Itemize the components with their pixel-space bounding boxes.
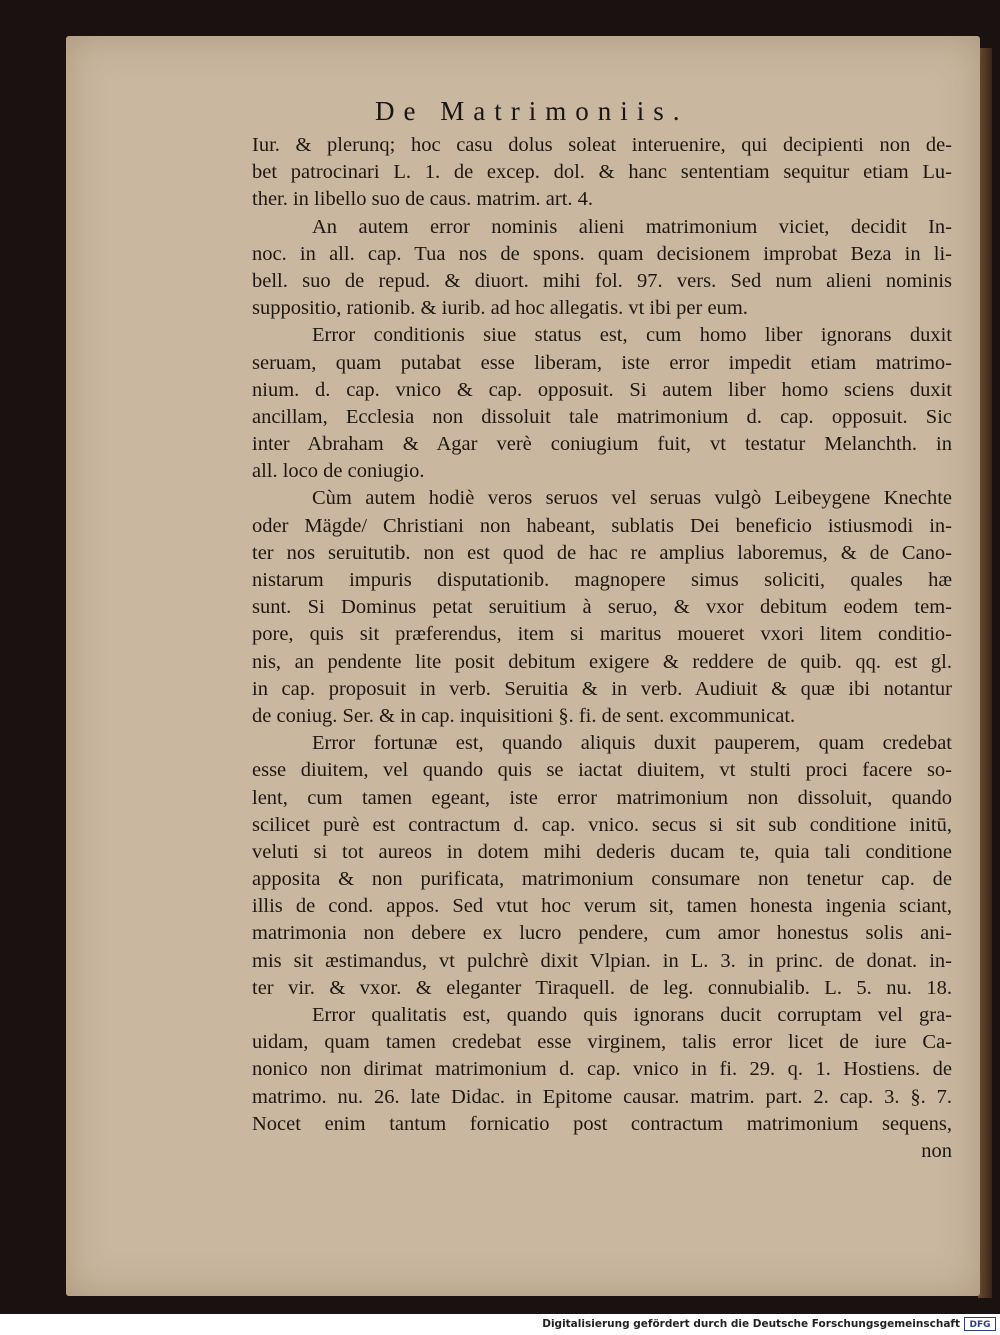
text-line: suppositio, rationib. & iurib. ad hoc allegatis. vt ibi per eum. xyxy=(252,297,748,320)
text-line: esse diuitem, vel quando quis se iactat diuitem, vt stulti proci facere so- xyxy=(252,759,952,782)
text-line: scilicet purè est contractum d. cap. vnico. secus si sit sub conditione initū, xyxy=(252,813,952,836)
page-body xyxy=(252,132,952,1165)
text-line: inter Abraham & Agar verè coniugium fuit, vt testatur Melanchth. in xyxy=(252,433,952,456)
text-line: veluti si tot aureos in dotem mihi dederis ducam te, quia tali conditione xyxy=(252,840,952,863)
text-line: Cùm autem hodiè veros seruos vel seruas vulgò Leibeygene Knechte xyxy=(312,487,952,510)
footer-bar xyxy=(0,1314,1000,1335)
text-line: lent, cum tamen egeant, iste error matrimonium non dissoluit, quando xyxy=(252,786,952,809)
text-line: bet patrocinari L. 1. de excep. dol. & hanc sententiam sequitur etiam Lu- xyxy=(252,161,952,184)
text-line: Error conditionis siue status est, cum homo liber ignorans duxit xyxy=(312,324,952,347)
text-line: nis, an pendente lite posit debitum exigere & reddere de quib. qq. est gl. xyxy=(252,650,952,673)
running-head: De Matrimoniis. xyxy=(375,96,689,126)
text-line: nonico non dirimat matrimonium d. cap. vnico in fi. 29. q. 1. Hostiens. de xyxy=(252,1058,952,1081)
text-line: ter vir. & vxor. & eleganter Tiraquell. de leg. connubialib. L. 5. nu. 18. xyxy=(252,976,952,999)
text-line: ther. in libello suo de caus. matrim. art. 4. xyxy=(252,188,594,211)
text-line: pore, quis sit præferendus, item si maritus moueret vxori litem conditio- xyxy=(252,623,952,646)
text-line: Error qualitatis est, quando quis ignorans ducit corruptam vel gra- xyxy=(312,1004,952,1026)
text-line: ancillam, Ecclesia non dissoluit tale matrimonium d. cap. opposuit. Sic xyxy=(252,405,952,428)
text-line: illis de cond. appos. Sed vtut hoc verum sit, tamen honesta ingenia sciant, xyxy=(252,895,952,918)
text-line: mis sit æstimandus, vt pulchrè dixit Vlpian. in L. 3. in princ. de donat. in- xyxy=(252,949,952,972)
text-line: An autem error nominis alieni matrimonium viciet, decidit In- xyxy=(312,215,952,238)
text-line: nium. d. cap. vnico & cap. opposuit. Si autem liber homo sciens duxit xyxy=(252,378,952,401)
text-line: noc. in all. cap. Tua nos de spons. quam decisionem improbat Beza in li- xyxy=(252,242,952,265)
text-line: in cap. proposuit in verb. Seruitia & in verb. Audiuit & quæ ibi notantur xyxy=(252,677,952,700)
dfg-logo[interactable]: DFG xyxy=(964,1317,996,1331)
text-line: matrimonia non debere ex lucro pendere, cum amor honestus solis ani- xyxy=(252,922,952,945)
catchword: non xyxy=(921,1139,952,1162)
funding-credit: Digitalisierung gefördert durch die Deutsche Forschungsgemeinschaft xyxy=(542,1318,960,1330)
text-line: oder Mägde/ Christiani non habeant, sublatis Dei beneficio istiusmodi in- xyxy=(252,514,952,537)
text-line: all. loco de coniugio. xyxy=(252,460,425,483)
text-line: nistarum impuris disputationib. magnopere simus soliciti, quales hæ xyxy=(252,569,952,591)
text-line: seruam, quam putabat esse liberam, iste error impedit etiam matrimo- xyxy=(252,351,952,374)
text-line: bell. suo de repud. & diuort. mihi fol. 97. vers. Sed num alieni nominis xyxy=(252,269,952,292)
text-line: sunt. Si Dominus petat seruitium à seruo, & vxor debitum eodem tem- xyxy=(252,596,952,619)
book-edge xyxy=(978,48,992,1298)
text-line: Iur. & plerunq; hoc casu dolus soleat interuenire, qui decipienti non de- xyxy=(252,134,952,156)
text-line: apposita & non purificata, matrimonium consumare non tenetur cap. de xyxy=(252,868,952,891)
text-line: uidam, quam tamen credebat esse virginem, talis error licet de iure Ca- xyxy=(252,1031,952,1054)
text-line: matrimo. nu. 26. late Didac. in Epitome causar. matrim. part. 2. cap. 3. §. 7. xyxy=(252,1085,952,1108)
text-line: de coniug. Ser. & in cap. inquisitioni §. fi. de sent. excommunicat. xyxy=(252,704,796,727)
text-line: Error fortunæ est, quando aliquis duxit pauperem, quam credebat xyxy=(312,732,952,755)
text-line: ter nos seruitutib. non est quod de hac re amplius laboremus, & de Cano- xyxy=(252,541,952,564)
text-line: Nocet enim tantum fornicatio post contractum matrimonium sequens, xyxy=(252,1112,952,1135)
